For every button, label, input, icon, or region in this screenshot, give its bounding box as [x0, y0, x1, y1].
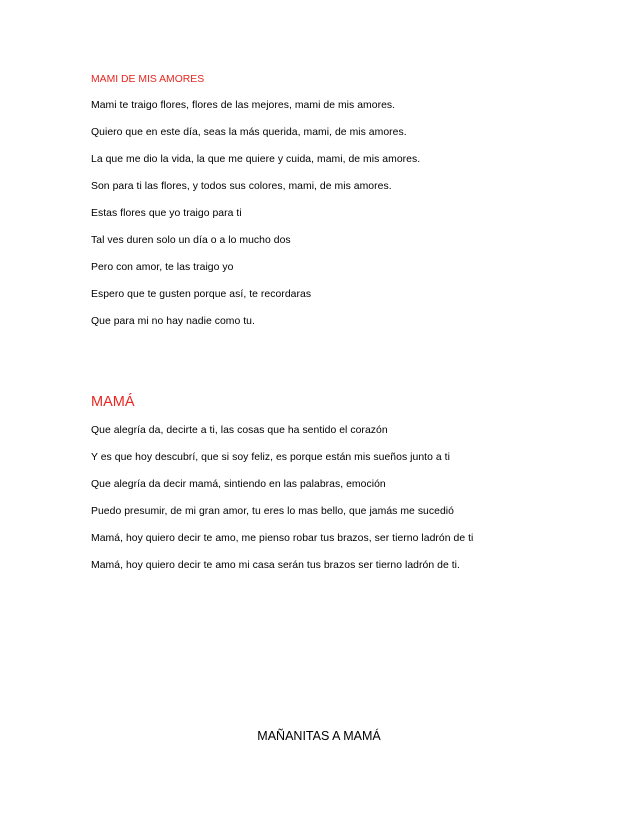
poem1-line: Espero que te gusten porque así, te recordaras — [91, 289, 312, 300]
poem2-line: Puedo presumir, de mi gran amor, tu eres lo mas bello, que jamás me sucedió — [91, 506, 454, 517]
poem2-line: Y es que hoy descubrí, que si soy feliz, es porque están mis sueños junto a ti — [91, 452, 450, 463]
poem2-title: MAMÁ — [91, 394, 135, 410]
poem2-line: Que alegría da decir mamá, sintiendo en las palabras, emoción — [91, 479, 386, 490]
poem2-line: Mamá, hoy quiero decir te amo, me pienso robar tus brazos, ser tierno ladrón de ti — [91, 533, 474, 544]
poem1-line: Quiero que en este día, seas la más querida, mami, de mis amores. — [91, 127, 407, 138]
poem1-line: Que para mi no hay nadie como tu. — [91, 316, 255, 327]
poem1-line: Estas flores que yo traigo para ti — [91, 208, 242, 219]
poem2-line: Que alegría da, decirte a ti, las cosas que ha sentido el corazón — [91, 425, 388, 436]
poem3-title: MAÑANITAS A MAMÁ — [257, 729, 381, 743]
poem1-title: MAMI DE MIS AMORES — [91, 74, 205, 85]
poem2-line: Mamá, hoy quiero decir te amo mi casa serán tus brazos ser tierno ladrón de ti. — [91, 560, 460, 571]
poem1-line: La que me dio la vida, la que me quiere y cuida, mami, de mis amores. — [91, 154, 421, 165]
poem1-line: Mami te traigo flores, flores de las mejores, mami de mis amores. — [91, 100, 396, 111]
poem1-line: Son para ti las flores, y todos sus colores, mami, de mis amores. — [91, 181, 392, 192]
poem1-line: Tal ves duren solo un día o a lo mucho dos — [91, 235, 291, 246]
poem1-line: Pero con amor, te las traigo yo — [91, 262, 234, 273]
